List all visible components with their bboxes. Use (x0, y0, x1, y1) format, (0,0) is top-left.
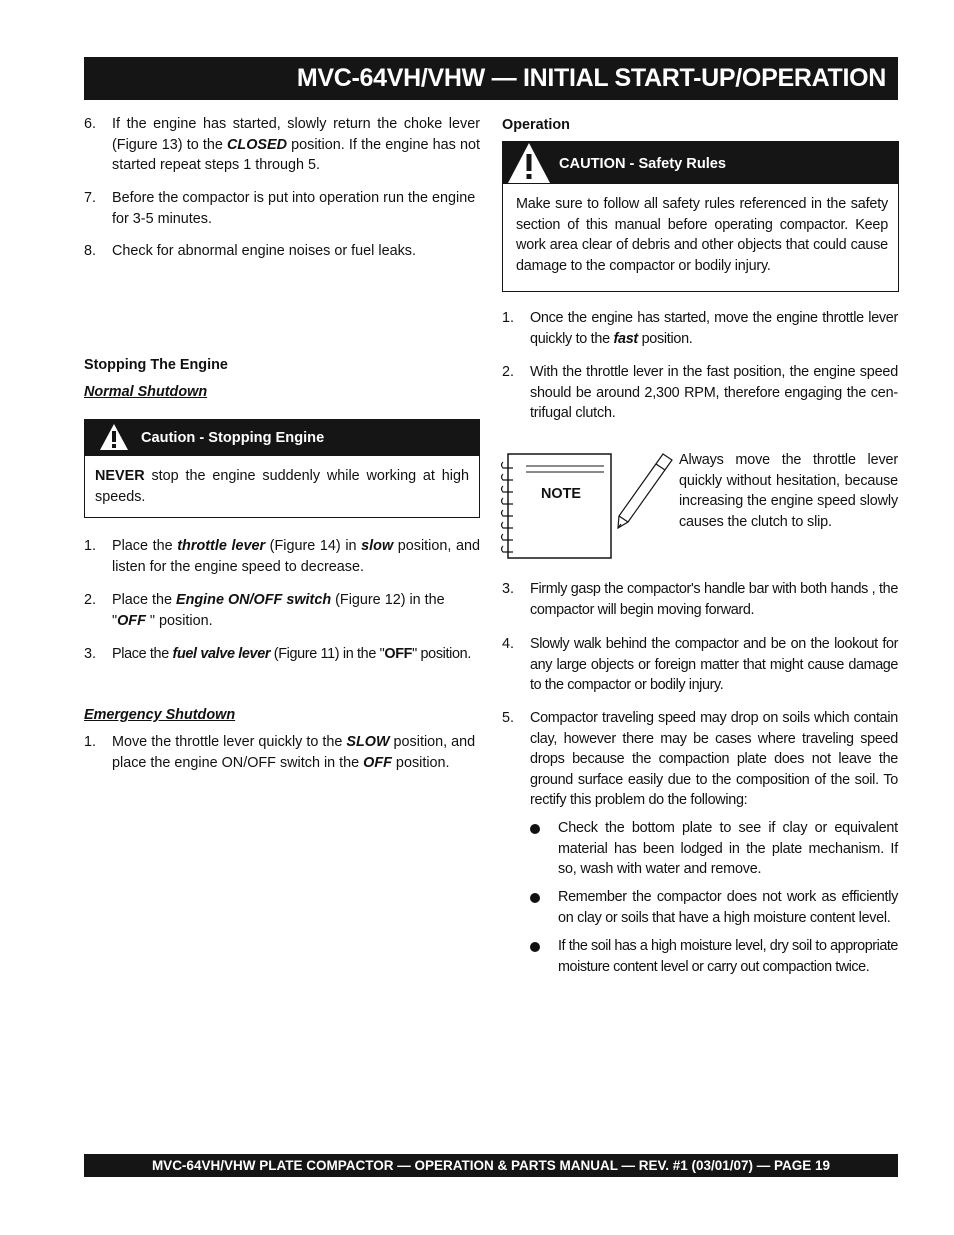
step-6 (84, 114, 480, 176)
emergency-step-1 (84, 732, 480, 773)
step-text: Once the engine has started, move the engine throttle lever quickly to the fast position. (530, 310, 898, 347)
step-text: Firmly gasp the compactor's handle bar with both hands , the compactor will begin moving forward. (530, 581, 898, 618)
caution-stopping-engine (84, 419, 480, 518)
caution-header (85, 420, 479, 456)
page-title: MVC-64VH/VHW — INITIAL START-UP/OPERATION (84, 57, 898, 100)
step-7 (84, 188, 480, 229)
page-footer: MVC-64VH/VHW PLATE COMPACTOR — OPERATION & PARTS MANUAL — REV. #1 (03/01/07) — PAGE 19 (84, 1154, 898, 1177)
note-label: NOTE (541, 486, 581, 502)
caution-text: NEVER stop the engine suddenly while working at high speeds. (95, 468, 469, 505)
bullet-icon (530, 942, 540, 952)
caution-header (503, 142, 898, 184)
normal-step-2 (84, 590, 480, 631)
caution-safety-rules (502, 141, 899, 292)
bullet-item (502, 887, 898, 928)
bullet-text: Remember the compactor does not work as efficiently on clay or soils that have a high moisture content level. (558, 889, 898, 926)
step-number: 3. (502, 581, 515, 597)
op-step-4 (502, 634, 898, 696)
step-text: Place the Engine ON/OFF switch (Figure 12) in the "OFF " position. (112, 592, 445, 629)
step-8 (84, 241, 480, 262)
bullet-icon (530, 893, 540, 903)
step-text: If the engine has started, slowly return the choke lever (Figure 13) to the CLOSED position. If the engine has not started repeat steps 1 through 5. (112, 116, 480, 173)
step-text: Check for abnormal engine noises or fuel leaks. (112, 243, 416, 259)
caution-text: Make sure to follow all safety rules referenced in the safety section of this manual before operating compactor. Keep work area clear of debris and other objects that could cause damage to the compactor or bodily injury. (516, 196, 888, 274)
step-text: Compactor traveling speed may drop on soils which contain clay, however there may be cases where traveling speed drops because the compaction plate does not leave the ground surface easily due to the composition of the soil. To rectify this problem do the following: (530, 710, 898, 808)
step-text: Place the fuel valve lever (Figure 11) in the "OFF" position. (112, 646, 471, 662)
bullet-item (502, 936, 898, 977)
step-text: Before the compactor is put into operation run the engine for 3-5 minutes. (112, 190, 476, 227)
caution-title: CAUTION - Safety Rules (559, 156, 727, 172)
bullet-item (502, 818, 898, 880)
step-number: 8. (84, 243, 97, 259)
step-number: 1. (84, 734, 97, 750)
warning-icon (99, 423, 129, 451)
step-number: 1. (84, 538, 97, 554)
bullet-text: If the soil has a high moisture level, dry soil to appropriate moisture content level or carry out compaction twice. (558, 938, 898, 975)
warning-icon (507, 142, 551, 184)
normal-step-1 (84, 536, 480, 577)
emergency-shutdown-heading: Emergency Shutdown (84, 707, 236, 723)
step-text: Place the throttle lever (Figure 14) in slow position, and listen for the engine speed to decrease. (112, 538, 481, 575)
bullet-text: Check the bottom plate to see if clay or equivalent material has been lodged in the plate mechanism. If so, wash with water and remove. (558, 820, 898, 877)
note-text: Always move the throttle lever quickly without hesitation, because increasing the engine speed slowly causes the clutch to slip. (679, 452, 898, 530)
step-number: 7. (84, 190, 97, 206)
step-text: With the throttle lever in the fast position, the engine speed should be around 2,300 RPM, therefore engaging the cen-trifugal clutch. (530, 364, 898, 421)
step-text: Slowly walk behind the compactor and be on the lookout for any large objects or foreign matter that might cause damage to the compactor or bodily injury. (530, 636, 898, 693)
stopping-heading: Stopping The Engine (84, 357, 228, 373)
op-step-2 (502, 362, 898, 424)
step-number: 2. (84, 592, 97, 608)
op-step-3 (502, 579, 898, 620)
note-graphic (500, 450, 676, 562)
op-step-5 (502, 708, 898, 811)
notebook-icon (500, 450, 676, 562)
step-number: 5. (502, 710, 515, 726)
normal-shutdown-heading: Normal Shutdown (84, 384, 208, 400)
step-number: 6. (84, 116, 97, 132)
step-text: Move the throttle lever quickly to the SLOW position, and place the engine ON/OFF switch in the OFF position. (112, 734, 476, 771)
normal-step-3 (84, 644, 480, 665)
step-number: 2. (502, 364, 515, 380)
op-step-1 (502, 308, 898, 349)
step-number: 3. (84, 646, 97, 662)
bullet-icon (530, 824, 540, 834)
step-number: 1. (502, 310, 515, 326)
step-number: 4. (502, 636, 515, 652)
caution-title: Caution - Stopping Engine (141, 430, 325, 446)
operation-heading: Operation (502, 117, 570, 133)
emphasis: CLOSED (227, 136, 287, 153)
